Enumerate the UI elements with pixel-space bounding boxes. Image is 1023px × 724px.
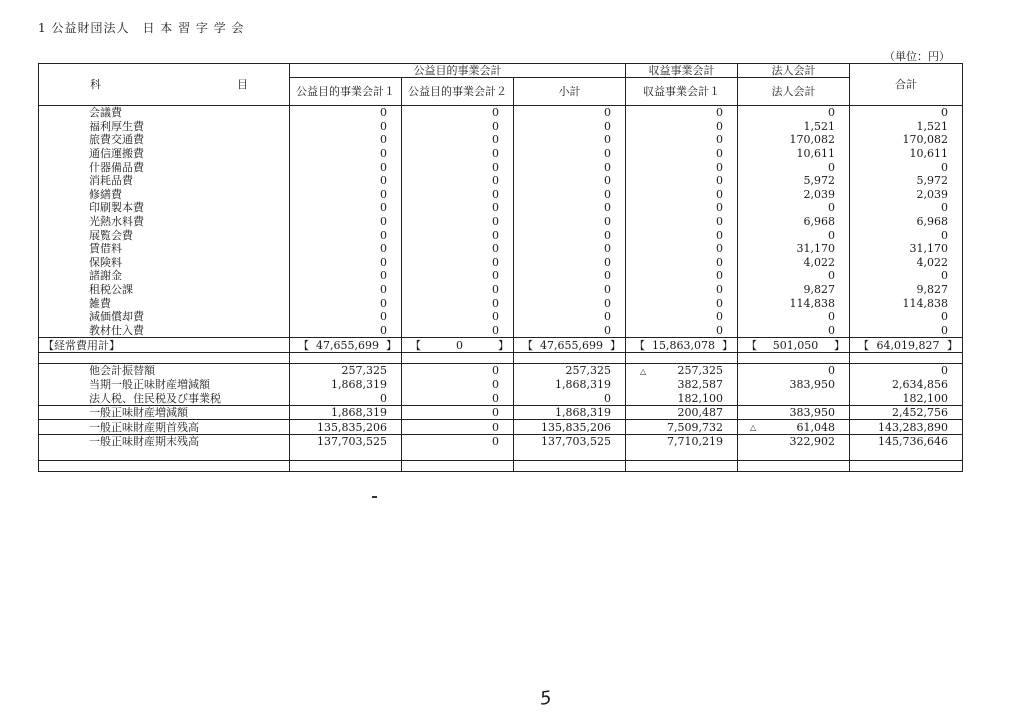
col-total-header: 合計 <box>850 64 963 106</box>
cell-value: 0 <box>402 269 514 283</box>
cell-value: 135,835,206 <box>514 420 626 435</box>
table-row <box>39 174 963 188</box>
cell-value: 0 <box>626 283 738 297</box>
table-row <box>39 269 963 283</box>
table-row <box>39 391 963 405</box>
cell-value: 0 <box>626 106 738 120</box>
cell-value: 0 <box>290 215 402 229</box>
cell-value: 383,950 <box>738 378 850 392</box>
row-label: 旅費交通費 <box>39 133 290 147</box>
table-row <box>39 364 963 378</box>
cell-value: 9,827 <box>850 283 963 297</box>
col-public2-header: 公益目的事業会計２ <box>402 78 514 106</box>
row-label: 賃借料 <box>39 242 290 256</box>
cell-value: 0 <box>290 188 402 202</box>
expense-ledger-table <box>38 63 963 472</box>
row-label: 諸謝金 <box>39 269 290 283</box>
cell-value: 137,703,525 <box>514 435 626 449</box>
cell-value: 170,082 <box>850 133 963 147</box>
spacer-row <box>39 353 963 364</box>
cell-value: 0 <box>290 201 402 215</box>
table-row <box>39 201 963 215</box>
cell-value: 2,039 <box>850 188 963 202</box>
cell-value: 145,736,646 <box>850 435 963 449</box>
cell-value: 4,022 <box>738 256 850 270</box>
cell-value: 1,868,319 <box>514 405 626 420</box>
spacer-row <box>39 449 963 461</box>
cell-value: 0 <box>626 215 738 229</box>
cell-value: 0 <box>514 120 626 134</box>
row-label: 当期一般正味財産増減額 <box>39 378 290 392</box>
cell-value: 6,968 <box>738 215 850 229</box>
cell-value: 0 <box>290 391 402 405</box>
table-row <box>39 405 963 420</box>
cell-value: △ 61,048 <box>738 420 850 435</box>
table-row <box>39 228 963 242</box>
cell-value: 31,170 <box>850 242 963 256</box>
cell-value: 0 <box>514 228 626 242</box>
cell-value: 0 <box>290 310 402 324</box>
table-row <box>39 188 963 202</box>
cell-value: 1,521 <box>850 120 963 134</box>
kamoku-right: 目 <box>237 78 248 91</box>
cell-value: 0 <box>514 242 626 256</box>
cell-value: 0 <box>290 120 402 134</box>
cell-value: 0 <box>402 256 514 270</box>
cell-value: 0 <box>402 201 514 215</box>
cell-value: 10,611 <box>850 147 963 161</box>
cell-value: 0 <box>514 201 626 215</box>
cell-value: 0 <box>290 174 402 188</box>
col-public1-header: 公益目的事業会計１ <box>290 78 402 106</box>
cell-value: 0 <box>514 269 626 283</box>
page-number: 5 <box>538 687 553 710</box>
cell-value: 2,039 <box>738 188 850 202</box>
table-row <box>39 310 963 324</box>
cell-value: 0 <box>402 364 514 378</box>
cell-value: 0 <box>626 133 738 147</box>
table-row <box>39 283 963 297</box>
cell-value: 7,710,219 <box>626 435 738 449</box>
row-label: 展覧会費 <box>39 228 290 242</box>
cell-value: △ 257,325 <box>626 364 738 378</box>
cell-value: 0 <box>850 228 963 242</box>
total-label: 【経常費用計】 <box>39 338 290 353</box>
row-label: 教材仕入費 <box>39 324 290 338</box>
cell-value: 0 <box>514 106 626 120</box>
table-row <box>39 420 963 435</box>
cell-value: 0 <box>738 364 850 378</box>
cell-value: 1,868,319 <box>290 405 402 420</box>
cell-value: 0 <box>626 256 738 270</box>
cell-value: 0 <box>402 106 514 120</box>
cell-value: 0 <box>514 324 626 338</box>
cell-value: 5,972 <box>738 174 850 188</box>
cell-value: 382,587 <box>626 378 738 392</box>
cell-value: 114,838 <box>738 296 850 310</box>
row-label: 一般正味財産期末残高 <box>39 435 290 449</box>
total-row <box>39 338 963 353</box>
cell-value: 0 <box>290 228 402 242</box>
table-row <box>39 296 963 310</box>
row-label: 会議費 <box>39 106 290 120</box>
cell-value: 2,634,856 <box>850 378 963 392</box>
table-row <box>39 324 963 338</box>
cell-value: 9,827 <box>738 283 850 297</box>
table-row <box>39 160 963 174</box>
cell-value: 0 <box>626 201 738 215</box>
cell-value: 0 <box>402 391 514 405</box>
cell-value: 0 <box>514 147 626 161</box>
cell-value: 7,509,732 <box>626 420 738 435</box>
table-row <box>39 256 963 270</box>
cell-value: 0 <box>850 201 963 215</box>
row-label: 一般正味財産増減額 <box>39 405 290 420</box>
col-subtotal-header: 小計 <box>514 78 626 106</box>
cell-value: 383,950 <box>738 405 850 420</box>
cell-value: 0 <box>290 324 402 338</box>
row-label: 租税公課 <box>39 283 290 297</box>
scan-speck <box>372 496 377 498</box>
cell-value: 0 <box>738 106 850 120</box>
cell-value <box>738 391 850 405</box>
cell-value: 0 <box>850 269 963 283</box>
group-public-header: 公益目的事業会計 <box>290 64 626 78</box>
cell-value: 0 <box>290 296 402 310</box>
cell-value: 4,022 <box>850 256 963 270</box>
row-label: 通信運搬費 <box>39 147 290 161</box>
cell-value: 0 <box>738 324 850 338</box>
cell-value: 0 <box>514 215 626 229</box>
cell-value: 2,452,756 <box>850 405 963 420</box>
cell-value: 0 <box>402 215 514 229</box>
group-revenue-header: 収益事業会計 <box>626 64 738 78</box>
row-label: 減価償却費 <box>39 310 290 324</box>
spacer-row <box>39 460 963 471</box>
cell-value: 0 <box>290 133 402 147</box>
cell-value: 182,100 <box>626 391 738 405</box>
cell-value: 0 <box>514 391 626 405</box>
row-label: 印刷製本費 <box>39 201 290 215</box>
cell-value: 0 <box>626 188 738 202</box>
cell-value: 0 <box>402 242 514 256</box>
cell-value: 0 <box>402 435 514 449</box>
cell-value: 143,283,890 <box>850 420 963 435</box>
total-cell: 【 501,050 】 <box>738 338 850 353</box>
kamoku-left: 科 <box>90 78 101 91</box>
table-row <box>39 133 963 147</box>
table-row <box>39 106 963 120</box>
cell-value: 5,972 <box>850 174 963 188</box>
table-row <box>39 147 963 161</box>
cell-value: 0 <box>514 256 626 270</box>
cell-value: 322,902 <box>738 435 850 449</box>
table-row <box>39 215 963 229</box>
total-cell: 【 47,655,699 】 <box>514 338 626 353</box>
cell-value: 0 <box>738 160 850 174</box>
table-row <box>39 435 963 449</box>
row-label: 福利厚生費 <box>39 120 290 134</box>
col-corp-header: 法人会計 <box>738 78 850 106</box>
cell-value: 0 <box>626 160 738 174</box>
cell-value: 0 <box>626 296 738 310</box>
cell-value: 170,082 <box>738 133 850 147</box>
cell-value: 137,703,525 <box>290 435 402 449</box>
cell-value: 1,868,319 <box>290 378 402 392</box>
cell-value: 0 <box>290 147 402 161</box>
cell-value: 0 <box>738 201 850 215</box>
table-row <box>39 378 963 392</box>
cell-value: 0 <box>402 147 514 161</box>
cell-value: 1,521 <box>738 120 850 134</box>
cell-value: 0 <box>850 324 963 338</box>
cell-value: 0 <box>514 174 626 188</box>
cell-value: 0 <box>514 133 626 147</box>
cell-value: 0 <box>402 120 514 134</box>
cell-value: 0 <box>402 310 514 324</box>
cell-value: 0 <box>290 269 402 283</box>
cell-value: 0 <box>402 228 514 242</box>
total-cell: 【 0 】 <box>402 338 514 353</box>
row-label: 雑費 <box>39 296 290 310</box>
cell-value: 0 <box>514 296 626 310</box>
cell-value: 0 <box>514 283 626 297</box>
row-label: 法人税、住民税及び事業税 <box>39 391 290 405</box>
cell-value: 0 <box>850 364 963 378</box>
row-label: 一般正味財産期首残高 <box>39 420 290 435</box>
unit-label: （単位：円） <box>884 50 950 63</box>
cell-value: 0 <box>402 405 514 420</box>
cell-value: 257,325 <box>514 364 626 378</box>
cell-value: 114,838 <box>850 296 963 310</box>
table-row <box>39 242 963 256</box>
row-label: 他会計振替額 <box>39 364 290 378</box>
cell-value: 0 <box>290 242 402 256</box>
cell-value: 1,868,319 <box>514 378 626 392</box>
triangle-mark: △ <box>640 367 647 377</box>
cell-value: 182,100 <box>850 391 963 405</box>
cell-value: 0 <box>850 160 963 174</box>
cell-value: 0 <box>626 120 738 134</box>
cell-value: 0 <box>402 174 514 188</box>
cell-value: 0 <box>402 133 514 147</box>
cell-value: 257,325 <box>290 364 402 378</box>
total-cell: 【 15,863,078 】 <box>626 338 738 353</box>
cell-value: 0 <box>738 269 850 283</box>
kamoku-header <box>39 64 290 106</box>
row-label: 什器備品費 <box>39 160 290 174</box>
cell-value: 0 <box>514 188 626 202</box>
cell-value: 0 <box>626 310 738 324</box>
cell-value: 0 <box>626 324 738 338</box>
cell-value: 0 <box>514 160 626 174</box>
row-label: 修繕費 <box>39 188 290 202</box>
table-row <box>39 120 963 134</box>
row-label: 光熱水料費 <box>39 215 290 229</box>
cell-value: 6,968 <box>850 215 963 229</box>
cell-value: 0 <box>402 324 514 338</box>
cell-value: 0 <box>850 106 963 120</box>
cell-value: 0 <box>402 283 514 297</box>
cell-value: 0 <box>402 420 514 435</box>
cell-value: 0 <box>290 283 402 297</box>
cell-value: 0 <box>626 174 738 188</box>
cell-value: 0 <box>402 296 514 310</box>
cell-value: 0 <box>290 256 402 270</box>
cell-value: 0 <box>402 160 514 174</box>
triangle-mark: △ <box>750 423 757 433</box>
cell-value: 10,611 <box>738 147 850 161</box>
document-title: 1 公益財団法人 日 本 習 字 学 会 <box>38 21 245 35</box>
cell-value: 0 <box>626 147 738 161</box>
cell-value: 0 <box>402 188 514 202</box>
cell-value: 0 <box>626 242 738 256</box>
cell-value: 0 <box>738 310 850 324</box>
cell-value: 135,835,206 <box>290 420 402 435</box>
col-revenue1-header: 収益事業会計１ <box>626 78 738 106</box>
cell-value: 0 <box>290 160 402 174</box>
cell-value: 0 <box>514 310 626 324</box>
row-label: 保険料 <box>39 256 290 270</box>
cell-value: 0 <box>850 310 963 324</box>
cell-value: 0 <box>738 228 850 242</box>
group-corp-header: 法人会計 <box>738 64 850 78</box>
cell-value: 0 <box>290 106 402 120</box>
total-cell: 【 47,655,699 】 <box>290 338 402 353</box>
cell-value: 31,170 <box>738 242 850 256</box>
cell-value: 0 <box>626 269 738 283</box>
row-label: 消耗品費 <box>39 174 290 188</box>
cell-value: 0 <box>626 228 738 242</box>
cell-value: 0 <box>402 378 514 392</box>
total-cell: 【 64,019,827 】 <box>850 338 963 353</box>
cell-value: 200,487 <box>626 405 738 420</box>
